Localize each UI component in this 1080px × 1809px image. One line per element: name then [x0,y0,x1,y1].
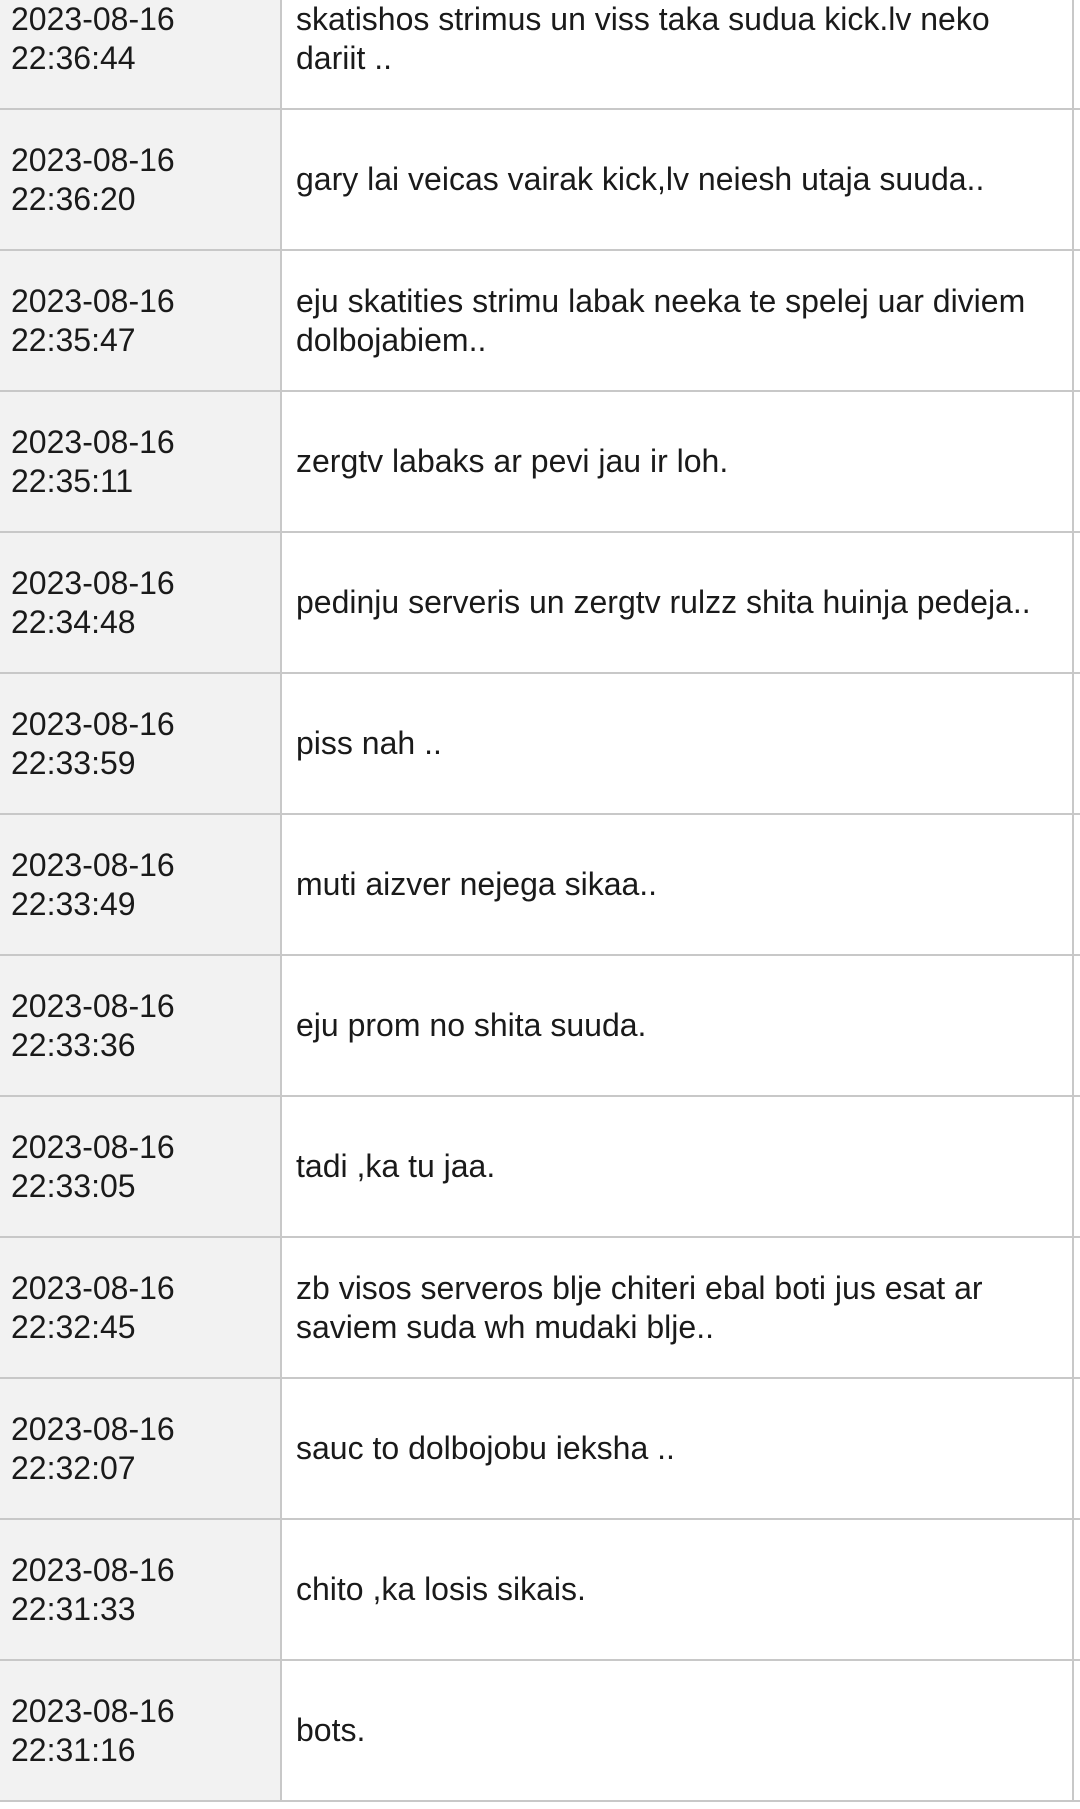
timestamp-time: 22:32:07 [11,1449,136,1486]
timestamp-date: 2023-08-16 [11,987,175,1024]
timestamp-cell [0,1378,281,1519]
timestamp-date: 2023-08-16 [11,0,175,37]
timestamp-cell [0,1660,281,1801]
timestamp-time: 22:33:05 [11,1167,136,1204]
timestamp-cell [0,1237,281,1378]
edge-cell [1073,1096,1080,1237]
timestamp-time: 22:31:33 [11,1590,136,1627]
message-cell [281,532,1073,673]
edge-cell [1073,1519,1080,1660]
timestamp-date: 2023-08-16 [11,564,175,601]
table-row [0,109,1080,250]
edge-cell [1073,814,1080,955]
timestamp-cell [0,0,281,109]
timestamp-time: 22:36:44 [11,39,136,76]
table-row [0,532,1080,673]
message-cell [281,1378,1073,1519]
message-cell [281,955,1073,1096]
edge-cell [1073,532,1080,673]
timestamp-cell [0,250,281,391]
message-cell [281,1096,1073,1237]
timestamp-cell [0,1519,281,1660]
edge-cell [1073,673,1080,814]
timestamp-cell [0,673,281,814]
timestamp-cell [0,532,281,673]
message-text: gary lai veicas vairak kick,lv neiesh utaja suuda.. [296,161,985,197]
table-row [0,955,1080,1096]
message-text: pedinju serveris un zergtv rulzz shita huinja pedeja.. [296,584,1031,620]
message-cell [281,1237,1073,1378]
message-text: skatishos strimus un viss taka sudua kick.lv neko dariit .. [296,0,990,76]
edge-cell [1073,0,1080,109]
table-row [0,1519,1080,1660]
table-row [0,673,1080,814]
table-row [0,1378,1080,1519]
message-text: zergtv labaks ar pevi jau ir loh. [296,443,729,479]
message-text: tadi ,ka tu jaa. [296,1148,496,1184]
timestamp-cell [0,1096,281,1237]
message-cell [281,673,1073,814]
timestamp-date: 2023-08-16 [11,282,175,319]
timestamp-time: 22:35:11 [11,462,134,499]
timestamp-cell [0,391,281,532]
table-row [0,814,1080,955]
timestamp-time: 22:33:59 [11,744,136,781]
message-text: piss nah .. [296,725,442,761]
timestamp-date: 2023-08-16 [11,1269,175,1306]
message-cell [281,0,1073,109]
table-row [0,1096,1080,1237]
message-cell [281,250,1073,391]
timestamp-time: 22:33:36 [11,1026,136,1063]
edge-cell [1073,109,1080,250]
edge-cell [1073,391,1080,532]
message-cell [281,391,1073,532]
edge-cell [1073,1660,1080,1801]
timestamp-time: 22:31:16 [11,1731,136,1768]
message-text: muti aizver nejega sikaa.. [296,866,658,902]
timestamp-time: 22:32:45 [11,1308,136,1345]
timestamp-date: 2023-08-16 [11,1551,175,1588]
timestamp-date: 2023-08-16 [11,846,175,883]
table-row [0,1237,1080,1378]
table-row [0,0,1080,109]
timestamp-date: 2023-08-16 [11,423,175,460]
edge-cell [1073,1378,1080,1519]
message-cell [281,1660,1073,1801]
edge-cell [1073,250,1080,391]
message-text: zb visos serveros blje chiteri ebal boti jus esat ar saviem suda wh mudaki blje.. [296,1269,983,1345]
timestamp-cell [0,955,281,1096]
timestamp-date: 2023-08-16 [11,705,175,742]
message-cell [281,1519,1073,1660]
timestamp-time: 22:36:20 [11,180,136,217]
table-row [0,250,1080,391]
table-row [0,1660,1080,1801]
message-text: sauc to dolbojobu ieksha .. [296,1430,675,1466]
timestamp-time: 22:35:47 [11,321,136,358]
timestamp-date: 2023-08-16 [11,1128,175,1165]
timestamp-time: 22:33:49 [11,885,136,922]
edge-cell [1073,1237,1080,1378]
message-text: eju skatities strimu labak neeka te spelej uar diviem dolbojabiem.. [296,282,1026,358]
message-text: eju prom no shita suuda. [296,1007,647,1043]
timestamp-time: 22:34:48 [11,603,136,640]
message-cell [281,109,1073,250]
table-row [0,391,1080,532]
timestamp-cell [0,814,281,955]
message-cell [281,814,1073,955]
edge-cell [1073,955,1080,1096]
timestamp-cell [0,109,281,250]
timestamp-date: 2023-08-16 [11,1692,175,1729]
message-text: chito ,ka losis sikais. [296,1571,586,1607]
timestamp-date: 2023-08-16 [11,1410,175,1447]
timestamp-date: 2023-08-16 [11,141,175,178]
message-text: bots. [296,1712,366,1748]
